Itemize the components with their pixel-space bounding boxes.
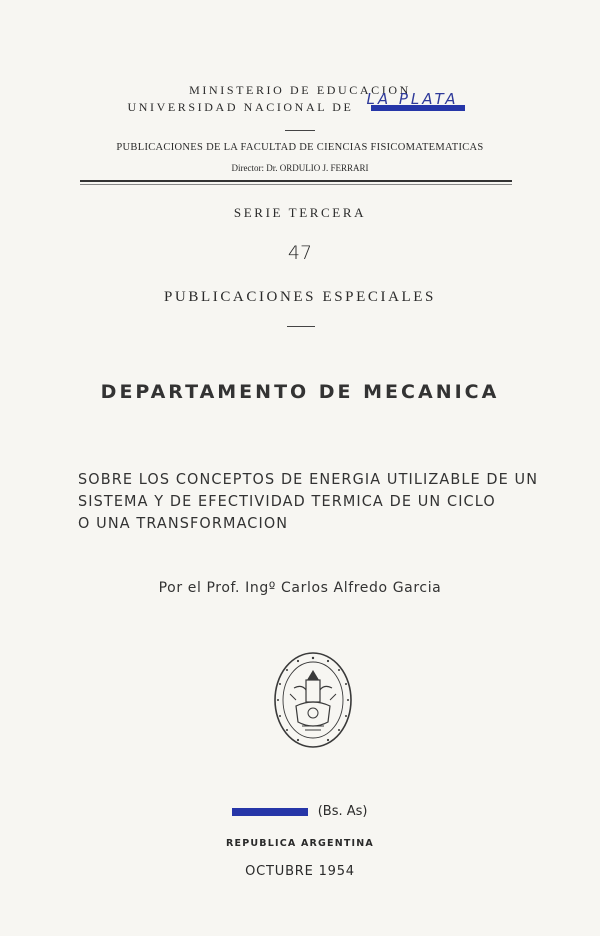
publications-line: PUBLICACIONES DE LA FACULTAD DE CIENCIAS FISICOMATEMATICAS	[116, 142, 484, 153]
series-type: PUBLICACIONES ESPECIALES	[163, 289, 436, 305]
department-heading: DEPARTAMENTO DE MECANICA	[100, 381, 500, 403]
handwritten-city: LA PLATA	[366, 90, 459, 108]
redaction-mark-location	[232, 808, 308, 816]
imprint-location-line	[0, 803, 600, 819]
author-line: Por el Prof. Ingº Carlos Alfredo Garcia	[158, 580, 442, 596]
university-seal-icon	[272, 650, 354, 750]
location-text: (Bs. As)	[317, 804, 368, 819]
country-line: REPUBLICA ARGENTINA	[226, 838, 374, 849]
short-divider-top	[285, 130, 315, 131]
ministry-line: MINISTERIO DE EDUCACION	[189, 83, 411, 97]
university-handwritten	[363, 90, 473, 115]
date-line: OCTUBRE 1954	[245, 864, 355, 879]
series-number: 47	[287, 242, 313, 264]
title-line-2: SISTEMA Y DE EFECTIVIDAD TERMICA DE UN CICLO	[78, 492, 496, 510]
short-divider-series	[287, 326, 315, 327]
director-line: Director: Dr. ORDULIO J. FERRARI	[231, 163, 369, 173]
header-rule	[80, 180, 512, 182]
document-title	[78, 468, 539, 534]
university-prefix: UNIVERSIDAD NACIONAL DE	[127, 100, 354, 114]
title-line-3: O UNA TRANSFORMACION	[78, 514, 289, 532]
title-line-1: SOBRE LOS CONCEPTOS DE ENERGIA UTILIZABLE DE UN	[78, 470, 539, 488]
series-label: SERIE TERCERA	[233, 205, 367, 220]
header-rule-thin	[80, 184, 512, 185]
